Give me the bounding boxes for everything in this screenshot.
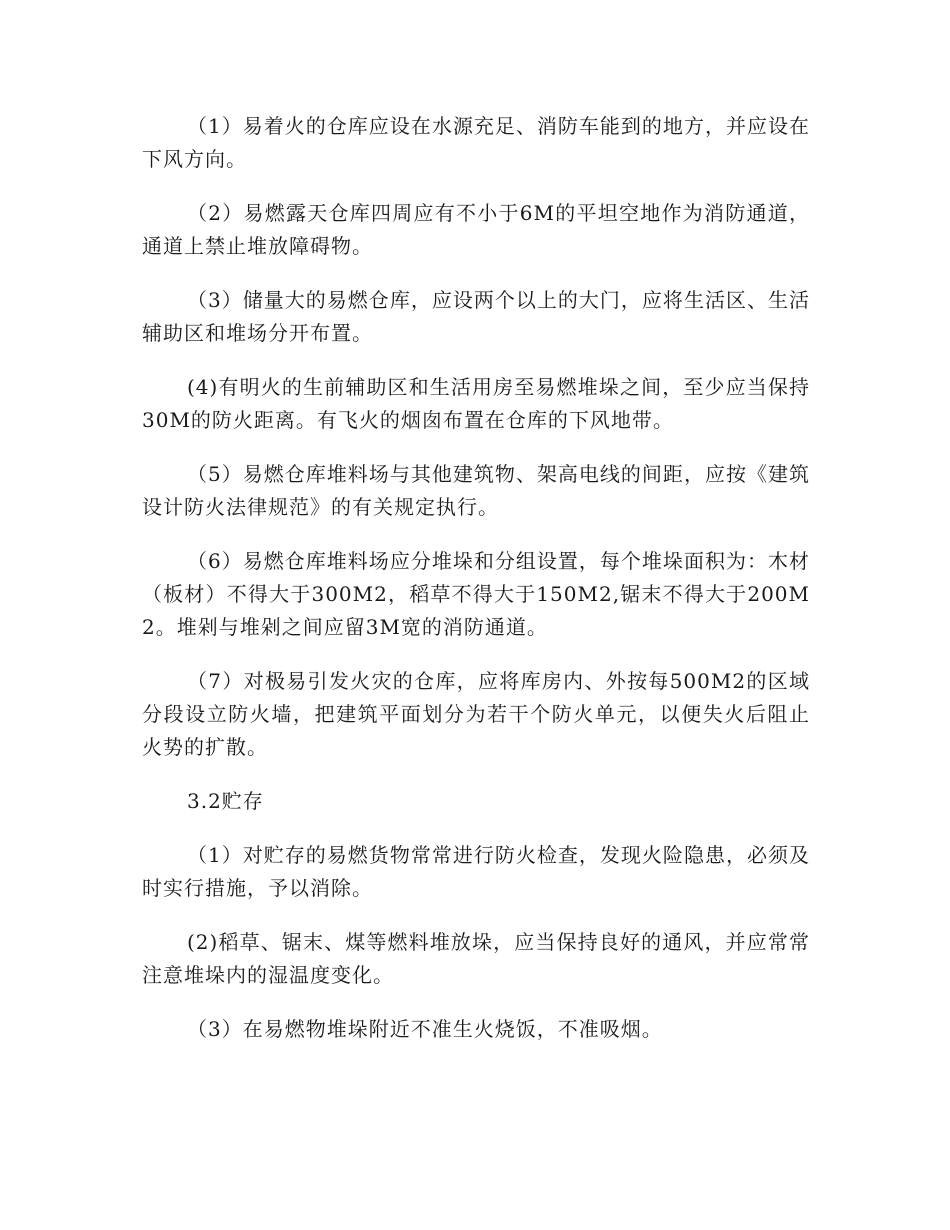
- document-body: [142, 110, 810, 1067]
- paragraph-2: （2）易燃露天仓库四周应有不小于6M的平坦空地作为消防通道，通道上禁止堆放障碍物。: [142, 201, 810, 258]
- paragraph-3: （3）储量大的易燃仓库，应设两个以上的大门，应将生活区、生活辅助区和堆场分开布置。: [142, 288, 810, 345]
- paragraph-6: （6）易燃仓库堆料场应分堆垛和分组设置，每个堆垛面积为：木材（板材）不得大于300M2，稻草不得大于150M2,锯末不得大于200M2。堆剁与堆剁之间应留3M宽的消防通道。: [142, 549, 810, 639]
- section-paragraph-3: （3）在易燃物堆垛附近不准生火烧饭，不准吸烟。: [187, 1017, 663, 1041]
- paragraph-1: （1）易着火的仓库应设在水源充足、消防车能到的地方，并应设在下风方向。: [142, 114, 810, 171]
- paragraph-5: （5）易燃仓库堆料场与其他建筑物、架高电线的间距，应按《建筑设计防火法律规范》的有关规定执行。: [142, 462, 810, 519]
- section-heading: 3.2贮存: [187, 789, 264, 813]
- section-paragraph-1: （1）对贮存的易燃货物常常进行防火检查，发现火险隐患，必须及时实行措施，予以消除。: [142, 843, 810, 900]
- paragraph-7: （7）对极易引发火灾的仓库，应将库房内、外按每500M2的区域分段设立防火墙，把建筑平面划分为若干个防火单元，以便失火后阻止火势的扩散。: [142, 669, 810, 759]
- paragraph-4: (4)有明火的生前辅助区和生活用房至易燃堆垛之间，至少应当保持30M的防火距离。有飞火的烟囱布置在仓库的下风地带。: [142, 375, 810, 432]
- section-paragraph-2: (2)稻草、锯末、煤等燃料堆放垛，应当保持良好的通风，并应常常注意堆垛内的湿温度变化。: [142, 930, 810, 987]
